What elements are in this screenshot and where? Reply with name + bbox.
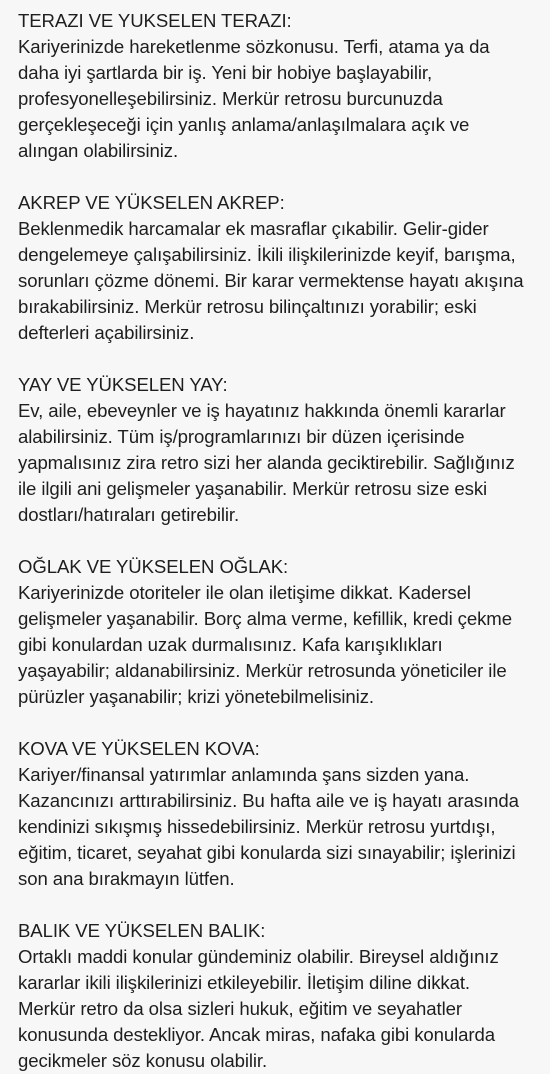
section-body: Beklenmedik harcamalar ek masraflar çıkabilir. Gelir-gider dengelemeye çalışabilirsiniz. İkili ilişkilerinizde keyif, barışma, sorunları çözme dönemi. Bir karar vermektense hayatı akışına bırakabilirsiniz. Merkür retrosu bilinçaltınızı yorabilir; eski defterleri açabilirsiniz. [18,218,524,343]
section-heading: TERAZI VE YUKSELEN TERAZI: [18,10,292,31]
section-body: Kariyer/finansal yatırımlar anlamında şans sizden yana. Kazancınızı arttırabilirsiniz. Bu hafta aile ve iş hayatı arasında kendinizi sıkışmış hissedebilirsiniz. Merkür retrosu yurtdışı, eğitim, ticaret, seyahat gibi konularda sizi sınayabilir; işlerinizi son ana bırakmayın lütfen. [18,764,519,889]
section-heading: KOVA VE YÜKSELEN KOVA: [18,738,260,759]
section-heading: BALIK VE YÜKSELEN BALIK: [18,920,266,941]
section-terazi [18,8,540,164]
section-balik [18,918,540,1074]
section-heading: OĞLAK VE YÜKSELEN OĞLAK: [18,556,289,577]
section-heading: YAY VE YÜKSELEN YAY: [18,374,228,395]
section-body: Kariyerinizde hareketlenme sözkonusu. Terfi, atama ya da daha iyi şartlarda bir iş. Yeni bir hobiye başlayabilir, profesyonelleşebilirsiniz. Merkür retrosu burcunuzda gerçekleşeceği için yanlış anlama/anlaşılmalara açık ve alıngan olabilirsiniz. [18,36,490,161]
section-oglak [18,554,540,710]
section-heading: AKREP VE YÜKSELEN AKREP: [18,192,285,213]
section-kova [18,736,540,892]
section-body: Ortaklı maddi konular gündeminiz olabilir. Bireysel aldığınız kararlar ikili ilişkilerinizi etkileyebilir. İletişim diline dikkat. Merkür retro da olsa sizleri hukuk, eğitim ve seyahatler konusunda destekliyor. Ancak miras, nafaka gibi konularda gecikmeler söz konusu olabilir. [18,946,499,1071]
section-yay [18,372,540,528]
section-akrep [18,190,540,346]
section-body: Ev, aile, ebeveynler ve iş hayatınız hakkında önemli kararlar alabilirsiniz. Tüm iş/programlarınızı bir düzen içerisinde yapmalısınız zira retro sizi her alanda geciktirebilir. Sağlığınız ile ilgili ani gelişmeler yaşanabilir. Merkür retrosu size eski dostları/hatıraları getirebilir. [18,400,515,525]
section-body: Kariyerinizde otoriteler ile olan iletişime dikkat. Kadersel gelişmeler yaşanabilir. Borç alma verme, kefillik, kredi çekme gibi konulardan uzak durmalısınız. Kafa karışıklıkları yaşayabilir; aldanabilirsiniz. Merkür retrosunda yöneticiler ile pürüzler yaşanabilir; krizi yönetebilmelisiniz. [18,582,512,707]
